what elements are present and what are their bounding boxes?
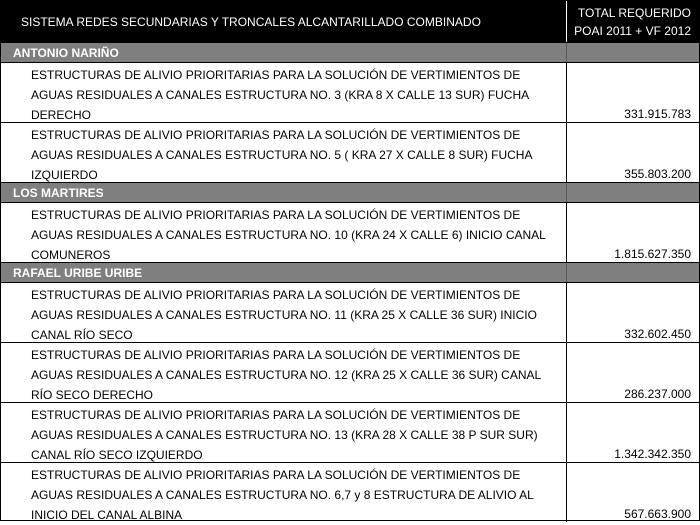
header-total-line1: TOTAL REQUERIDO (577, 5, 691, 20)
row-description: ESTRUCTURAS DE ALIVIO PRIORITARIAS PARA LA SOLUCIÓN DE VERTIMIENTOS DE AGUAS RESIDUALES A CANALES ESTRUCTURA NO. 11 (KRA 25 X CALLE 36 SUR) INICIO CANAL RÍO SECO (1, 283, 567, 342)
table-row (1, 203, 699, 263)
row-description: ESTRUCTURAS DE ALIVIO PRIORITARIAS PARA LA SOLUCIÓN DE VERTIMIENTOS DE AGUAS RESIDUALES A CANALES ESTRUCTURA NO. 12 (KRA 25 X CALLE 36 SUR) CANAL RÍO SECO DERECHO (1, 343, 567, 402)
table-row (1, 63, 699, 123)
row-description: ESTRUCTURAS DE ALIVIO PRIORITARIAS PARA LA SOLUCIÓN DE VERTIMIENTOS DE AGUAS RESIDUALES A CANALES ESTRUCTURA NO. 5 ( KRA 27 X CALLE 8 SUR) FUCHA IZQUIERDO (1, 123, 567, 182)
row-description: ESTRUCTURAS DE ALIVIO PRIORITARIAS PARA LA SOLUCIÓN DE VERTIMIENTOS DE AGUAS RESIDUALES A CANALES ESTRUCTURA NO. 3 (KRA 8 X CALLE 13 SUR) FUCHA DERECHO (1, 63, 567, 122)
row-value: 332.602.450 (624, 327, 691, 341)
group-name: LOS MARTIRES (1, 183, 567, 202)
header-total (567, 1, 699, 42)
group-header (1, 263, 699, 283)
table-row (1, 403, 699, 463)
row-value: 355.803.200 (624, 167, 691, 181)
table-row (1, 463, 699, 522)
row-description: ESTRUCTURAS DE ALIVIO PRIORITARIAS PARA LA SOLUCIÓN DE VERTIMIENTOS DE AGUAS RESIDUALES A CANALES ESTRUCTURA NO. 13 (KRA 28 X CALLE 38 P SUR SUR) CANAL RÍO SECO IZQUIERDO (1, 403, 567, 462)
row-value: 567.663.900 (624, 507, 691, 521)
header-total-line2: POAI 2011 + VF 2012 (574, 23, 691, 38)
table-header (1, 1, 699, 43)
table-row (1, 123, 699, 183)
row-value: 286.237.000 (624, 387, 691, 401)
group-name: ANTONIO NARIÑO (1, 43, 567, 62)
row-value: 1.342.342.350 (614, 447, 691, 461)
group-name: RAFAEL URIBE URIBE (1, 263, 567, 282)
table-row (1, 283, 699, 343)
header-title: SISTEMA REDES SECUNDARIAS Y TRONCALES ALCANTARILLADO COMBINADO (1, 1, 567, 42)
group-header (1, 183, 699, 203)
group-header (1, 43, 699, 63)
row-value: 1.815.627.350 (614, 247, 691, 261)
row-value: 331.915.783 (624, 107, 691, 121)
row-description: ESTRUCTURAS DE ALIVIO PRIORITARIAS PARA LA SOLUCIÓN DE VERTIMIENTOS DE AGUAS RESIDUALES A CANALES ESTRUCTURA NO. 6,7 y 8 ESTRUCTURA DE ALIVIO AL INICIO DEL CANAL ALBINA (1, 463, 567, 522)
table-row (1, 343, 699, 403)
row-description: ESTRUCTURAS DE ALIVIO PRIORITARIAS PARA LA SOLUCIÓN DE VERTIMIENTOS DE AGUAS RESIDUALES A CANALES ESTRUCTURA NO. 10 (KRA 24 X CALLE 6) INICIO CANAL COMUNEROS (1, 203, 567, 262)
